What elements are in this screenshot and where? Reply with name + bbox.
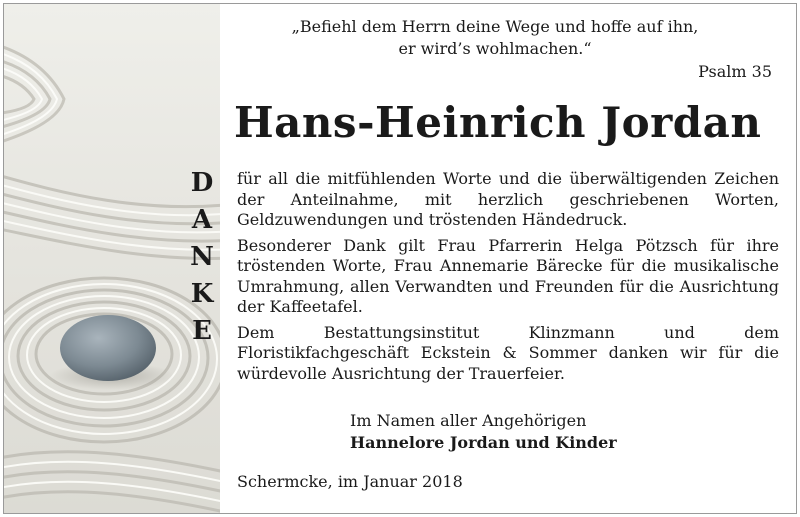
quote-line-2: er wird’s wohlmachen.“ (398, 39, 592, 58)
paragraph-condolences: für all die mitfühlenden Worte und die überwältigenden Zeichen der Anteilnahme, mit herzlich geschriebenen Worten, Geldzuwendungen und tröstenden Händedruck. (237, 169, 779, 229)
quote-line-1: „Befiehl dem Herrn deine Wege und hoffe auf ihn, (291, 17, 699, 36)
danke-letter: D (190, 168, 214, 198)
danke-letter: K (190, 279, 214, 309)
stone (60, 315, 156, 381)
danke-vertical-heading (187, 165, 217, 350)
signature-block (350, 410, 617, 454)
bible-quote (260, 16, 730, 60)
deceased-name: Hans-Heinrich Jordan (234, 98, 762, 147)
signature-family: Hannelore Jordan und Kinder (350, 433, 617, 452)
paragraph-special-thanks: Besonderer Dank gilt Frau Pfarrerin Helga Pötzsch für ihre tröstenden Worte, Frau Annemarie Bärecke für die musikalische Umrahmung, allen Verwandten und Freunden für die Ausrichtung der Kaffeetafel. (237, 235, 779, 316)
signature-intro: Im Namen aller Angehörigen (350, 411, 587, 430)
place-and-date: Schermcke, im Januar 2018 (237, 472, 463, 491)
quote-source: Psalm 35 (698, 62, 772, 81)
danke-letter: N (190, 242, 214, 272)
danke-letter: A (191, 205, 213, 235)
paragraph-funeral-services: Dem Bestattungsinstitut Klinzmann und dem Floristikfachgeschäft Eckstein & Sommer danken wir für die würdevolle Ausrichtung der Trauerfeier. (237, 322, 779, 383)
thank-you-text (237, 169, 779, 389)
danke-letter: E (192, 316, 212, 346)
